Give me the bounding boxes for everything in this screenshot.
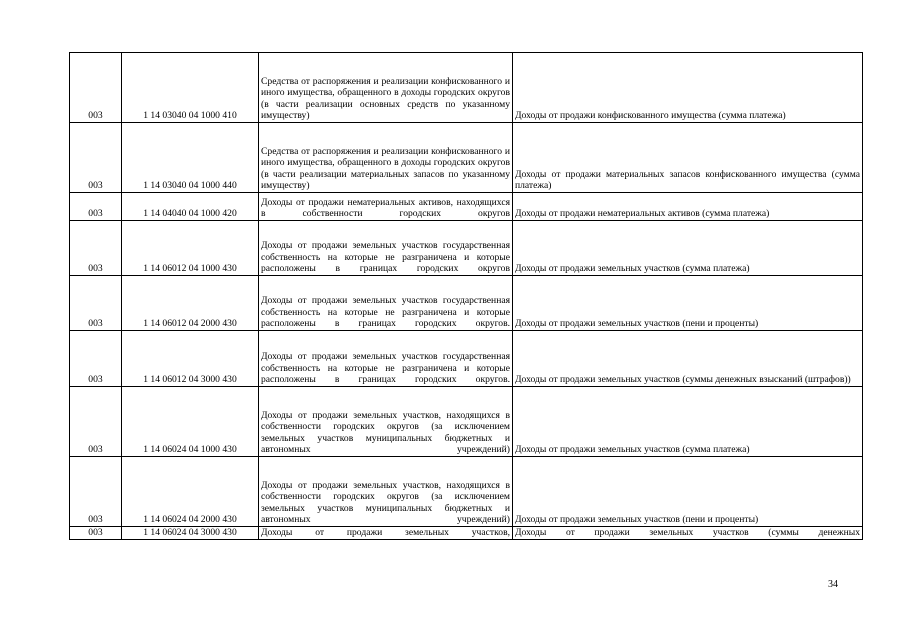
revenue-name-cell: Доходы от продажи земельных участков, [259, 527, 513, 540]
revenue-codes-table [69, 52, 863, 540]
revenue-description-cell: Доходы от продажи земельных участков (суммы денежных взысканий (штрафов)) [513, 331, 863, 387]
kbk-code-cell: 1 14 06012 04 2000 430 [122, 276, 259, 331]
admin-code-cell: 003 [70, 276, 122, 331]
revenue-name-cell: Доходы от продажи земельных участков государственная собственность на которые не разграничена и которые расположены в границах городских округов [259, 221, 513, 276]
table-row [70, 331, 863, 387]
revenue-name-cell: Доходы от продажи земельных участков, находящихся в собственности городских округов (за исключением земельных участков муниципальных бюджетных и автономных учреждений) [259, 457, 513, 527]
admin-code-cell: 003 [70, 123, 122, 193]
table-row [70, 457, 863, 527]
admin-code-cell: 003 [70, 387, 122, 457]
admin-code-cell: 003 [70, 457, 122, 527]
revenue-name-cell: Доходы от продажи земельных участков государственная собственность на которые не разграничена и которые расположены в границах городских округов. [259, 331, 513, 387]
revenue-description-cell: Доходы от продажи земельных участков (пени и проценты) [513, 276, 863, 331]
kbk-code-cell: 1 14 06024 04 2000 430 [122, 457, 259, 527]
table-row [70, 53, 863, 123]
kbk-code-cell: 1 14 03040 04 1000 410 [122, 53, 259, 123]
table-row [70, 276, 863, 331]
revenue-name-cell: Доходы от продажи нематериальных активов, находящихся в собственности городских округов [259, 193, 513, 221]
revenue-description-cell: Доходы от продажи нематериальных активов (сумма платежа) [513, 193, 863, 221]
revenue-description-cell: Доходы от продажи конфискованного имущества (сумма платежа) [513, 53, 863, 123]
kbk-code-cell: 1 14 03040 04 1000 440 [122, 123, 259, 193]
revenue-description-cell: Доходы от продажи материальных запасов конфискованного имущества (сумма платежа) [513, 123, 863, 193]
revenue-description-cell: Доходы от продажи земельных участков (суммы денежных [513, 527, 863, 540]
admin-code-cell: 003 [70, 331, 122, 387]
revenue-description-cell: Доходы от продажи земельных участков (сумма платежа) [513, 221, 863, 276]
table-row [70, 527, 863, 540]
revenue-description-cell: Доходы от продажи земельных участков (сумма платежа) [513, 387, 863, 457]
kbk-code-cell: 1 14 06012 04 1000 430 [122, 221, 259, 276]
kbk-code-cell: 1 14 06024 04 3000 430 [122, 527, 259, 540]
kbk-code-cell: 1 14 04040 04 1000 420 [122, 193, 259, 221]
table-row [70, 123, 863, 193]
kbk-code-cell: 1 14 06024 04 1000 430 [122, 387, 259, 457]
revenue-description-cell: Доходы от продажи земельных участков (пени и проценты) [513, 457, 863, 527]
table-row [70, 387, 863, 457]
revenue-name-cell: Средства от распоряжения и реализации конфискованного и иного имущества, обращенного в доходы городских округов (в части реализации основных средств по указанному имуществу) [259, 53, 513, 123]
admin-code-cell: 003 [70, 221, 122, 276]
table-row [70, 193, 863, 221]
admin-code-cell: 003 [70, 527, 122, 540]
admin-code-cell: 003 [70, 193, 122, 221]
page-number: 34 [828, 579, 838, 590]
revenue-name-cell: Средства от распоряжения и реализации конфискованного и иного имущества, обращенного в доходы городских округов (в части реализации материальных запасов по указанному имуществу) [259, 123, 513, 193]
revenue-name-cell: Доходы от продажи земельных участков, находящихся в собственности городских округов (за исключением земельных участков муниципальных бюджетных и автономных учреждений) [259, 387, 513, 457]
table-row [70, 221, 863, 276]
admin-code-cell: 003 [70, 53, 122, 123]
revenue-name-cell: Доходы от продажи земельных участков государственная собственность на которые не разграничена и которые расположены в границах городских округов. [259, 276, 513, 331]
kbk-code-cell: 1 14 06012 04 3000 430 [122, 331, 259, 387]
